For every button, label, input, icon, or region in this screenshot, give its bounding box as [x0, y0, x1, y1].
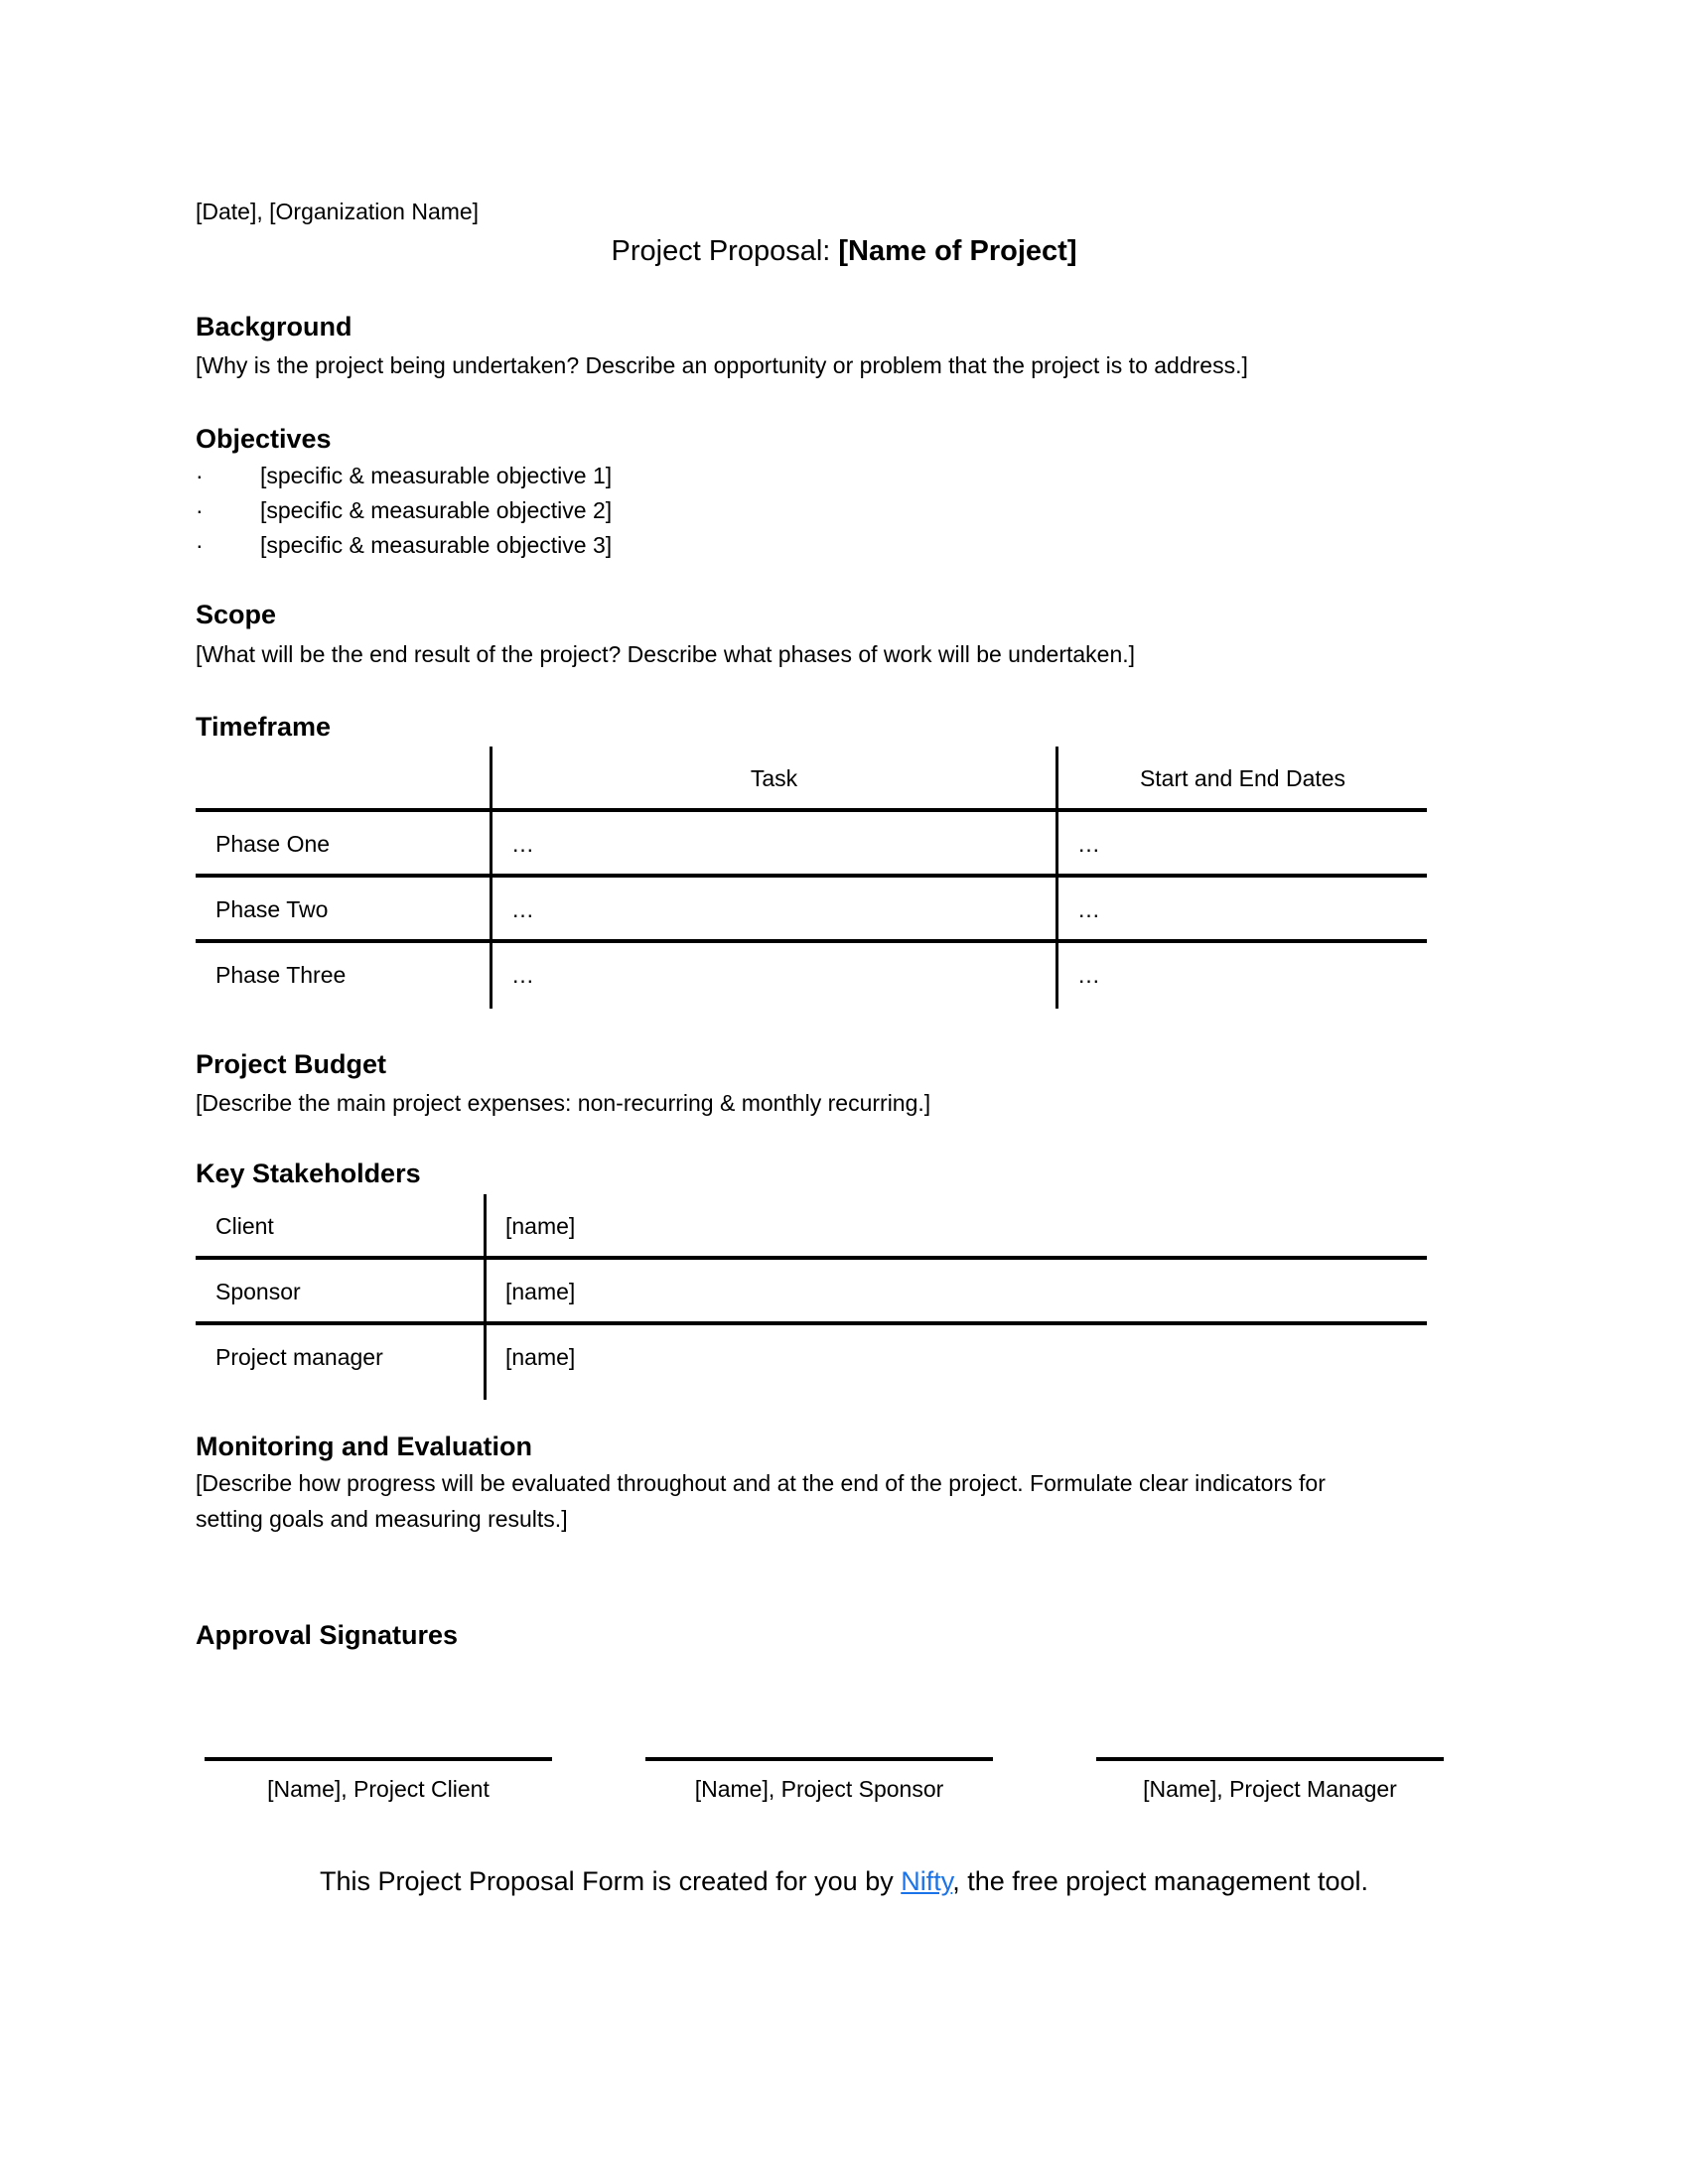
stakeholder-name: [name] [505, 1213, 576, 1239]
table-row-phase: Phase Three [215, 962, 347, 988]
nifty-link[interactable]: Nifty [901, 1866, 953, 1896]
stakeholder-role: Project manager [215, 1344, 383, 1370]
footer-text-suffix: , the free project management tool. [952, 1866, 1368, 1896]
bullet-icon: · [196, 497, 204, 523]
project-budget-heading: Project Budget [196, 1049, 387, 1079]
scope-heading: Scope [196, 600, 277, 629]
timeframe-table [196, 747, 1427, 1009]
date-organization-line: [Date], [Organization Name] [196, 199, 480, 224]
table-cell-task: … [511, 896, 534, 922]
stakeholder-role: Client [215, 1213, 274, 1239]
signature-label-sponsor: [Name], Project Sponsor [694, 1776, 944, 1802]
table-row-phase: Phase Two [215, 896, 329, 922]
table-rule [196, 1321, 1427, 1325]
approval-signatures-heading: Approval Signatures [196, 1620, 459, 1650]
objective-text: [specific & measurable objective 3] [260, 532, 613, 558]
table-rule [196, 874, 1427, 878]
table-cell-dates: … [1077, 962, 1100, 988]
objective-text: [specific & measurable objective 2] [260, 497, 613, 523]
key-stakeholders-table [196, 1194, 1427, 1400]
table-cell-task: … [511, 831, 534, 857]
table-rule [196, 939, 1427, 943]
signature-line-client [205, 1757, 552, 1761]
objectives-list [196, 459, 1437, 563]
table-divider [484, 1194, 487, 1400]
table-cell-task: … [511, 962, 534, 988]
table-row-phase: Phase One [215, 831, 331, 857]
table-rule [196, 1256, 1427, 1260]
signature-line-sponsor [645, 1757, 993, 1761]
document-title [0, 232, 1688, 270]
table-rule [196, 808, 1427, 812]
monitoring-body [196, 1465, 1437, 1537]
objective-item [196, 459, 1437, 493]
signature-label-manager: [Name], Project Manager [1143, 1776, 1397, 1802]
background-heading: Background [196, 312, 352, 341]
column-header-task: Task [750, 765, 798, 791]
timeframe-heading: Timeframe [196, 712, 332, 742]
key-stakeholders-heading: Key Stakeholders [196, 1159, 421, 1188]
scope-body: [What will be the end result of the project? Describe what phases of work will be undertaken.] [196, 641, 1136, 667]
objective-item [196, 493, 1437, 528]
background-body: [Why is the project being undertaken? Describe an opportunity or problem that the project is to address.] [196, 352, 1248, 378]
title-prefix: Project Proposal: [611, 235, 839, 267]
signature-line-manager [1096, 1757, 1444, 1761]
monitoring-heading: Monitoring and Evaluation [196, 1432, 532, 1461]
objective-item [196, 528, 1437, 563]
footer-text-prefix: This Project Proposal Form is created for you by [320, 1866, 902, 1896]
bullet-icon: · [196, 463, 204, 488]
footer-attribution [0, 1863, 1688, 1899]
signature-label-client: [Name], Project Client [267, 1776, 490, 1802]
title-project-name: [Name of Project] [838, 235, 1077, 267]
stakeholder-name: [name] [505, 1344, 576, 1370]
objective-text: [specific & measurable objective 1] [260, 463, 613, 488]
stakeholder-role: Sponsor [215, 1279, 301, 1304]
table-cell-dates: … [1077, 831, 1100, 857]
project-budget-body: [Describe the main project expenses: non-recurring & monthly recurring.] [196, 1090, 931, 1116]
bullet-icon: · [196, 532, 204, 558]
monitoring-body-line: setting goals and measuring results.] [196, 1506, 568, 1532]
objectives-heading: Objectives [196, 424, 332, 454]
column-header-dates: Start and End Dates [1139, 765, 1346, 791]
table-cell-dates: … [1077, 896, 1100, 922]
monitoring-body-line: [Describe how progress will be evaluated throughout and at the end of the project. Formulate clear indicators for [196, 1470, 1326, 1496]
stakeholder-name: [name] [505, 1279, 576, 1304]
